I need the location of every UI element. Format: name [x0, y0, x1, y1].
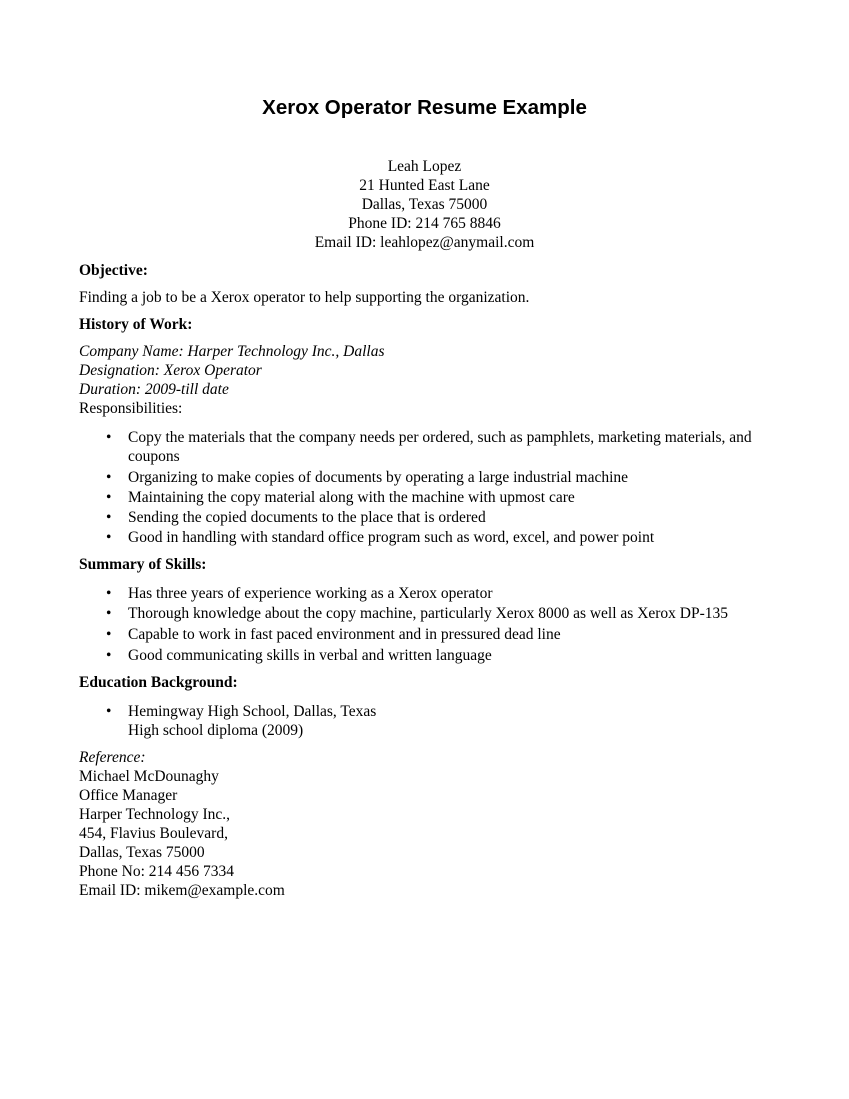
resume-body	[79, 261, 779, 900]
reference-company: Harper Technology Inc.,	[79, 806, 230, 823]
list-item: • Thorough knowledge about the copy machine, particularly Xerox 8000 as well as Xerox DP-135	[106, 605, 729, 622]
responsibilities-label: Responsibilities:	[79, 400, 183, 417]
reference-title: Office Manager	[79, 787, 178, 804]
responsibilities-list	[79, 428, 779, 547]
list-item: • Capable to work in fast paced environment and in pressured dead line	[106, 626, 561, 643]
objective-heading: Objective:	[79, 262, 148, 279]
document-title: Xerox Operator Resume Example	[262, 96, 587, 119]
list-item: • Copy the materials that the company needs per ordered, such as pamphlets, marketing materials, and coupons	[106, 429, 752, 465]
bullet-icon: •	[106, 605, 112, 622]
list-item: • Sending the copied documents to the place that is ordered	[106, 509, 486, 526]
contact-phone: Phone ID: 214 765 8846	[348, 215, 501, 232]
work-designation: Designation: Xerox Operator	[79, 362, 262, 379]
work-history-heading: History of Work:	[79, 316, 193, 333]
bullet-icon: •	[106, 703, 112, 720]
education-school: Hemingway High School, Dallas, Texas	[128, 703, 377, 720]
list-item: • Good communicating skills in verbal and written language	[106, 647, 492, 664]
work-duration: Duration: 2009-till date	[79, 381, 229, 398]
contact-street: 21 Hunted East Lane	[359, 177, 490, 194]
list-item: • Good in handling with standard office program such as word, excel, and power point	[106, 529, 655, 546]
bullet-icon: •	[106, 509, 112, 526]
bullet-icon: •	[106, 585, 112, 602]
skills-list	[79, 584, 779, 665]
list-item	[79, 702, 779, 740]
contact-city: Dallas, Texas 75000	[361, 196, 488, 213]
bullet-icon: •	[106, 647, 112, 664]
education-heading: Education Background:	[79, 674, 238, 691]
list-item: • Has three years of experience working as a Xerox operator	[106, 585, 493, 602]
bullet-icon: •	[106, 429, 112, 446]
contact-name: Leah Lopez	[387, 158, 462, 175]
education-diploma: High school diploma (2009)	[128, 722, 304, 739]
reference-email: Email ID: mikem@example.com	[79, 882, 285, 899]
bullet-icon: •	[106, 489, 112, 506]
reference-city: Dallas, Texas 75000	[79, 844, 205, 861]
bullet-icon: •	[106, 529, 112, 546]
bullet-icon: •	[106, 626, 112, 643]
list-item: • Maintaining the copy material along with the machine with upmost care	[106, 489, 575, 506]
work-company: Company Name: Harper Technology Inc., Dallas	[79, 343, 385, 360]
skills-heading: Summary of Skills:	[79, 556, 207, 573]
objective-text: Finding a job to be a Xerox operator to help supporting the organization.	[79, 289, 530, 306]
bullet-icon: •	[106, 469, 112, 486]
contact-block	[0, 157, 849, 252]
education-list	[79, 702, 779, 740]
list-item: • Organizing to make copies of documents by operating a large industrial machine	[106, 469, 629, 486]
reference-street: 454, Flavius Boulevard,	[79, 825, 228, 842]
reference-label: Reference:	[79, 749, 146, 766]
reference-phone: Phone No: 214 456 7334	[79, 863, 234, 880]
contact-email: Email ID: leahlopez@anymail.com	[314, 234, 535, 251]
reference-name: Michael McDounaghy	[79, 768, 219, 785]
